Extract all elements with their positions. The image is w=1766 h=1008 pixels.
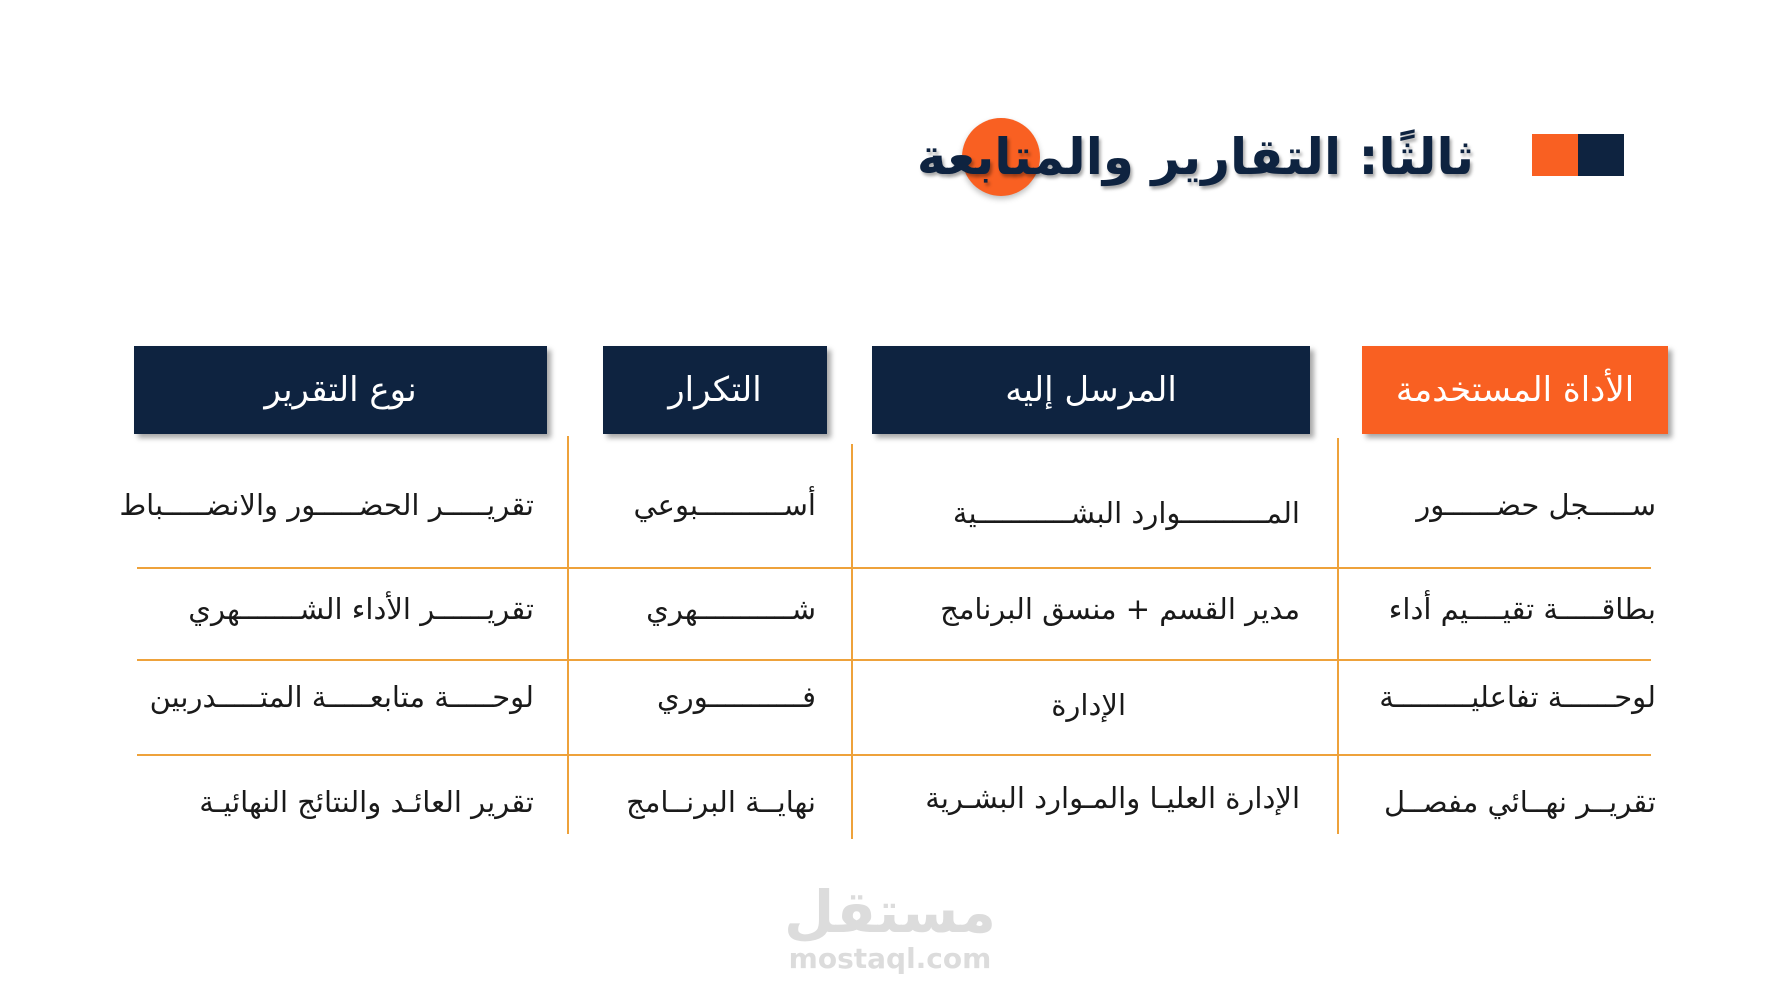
row-divider bbox=[137, 567, 1651, 569]
table-cell-tool: ســـــجل حضــــــور bbox=[1416, 488, 1656, 522]
table-cell-report-type: تقريـــــر الحضـــــور والانضـــــباط bbox=[119, 488, 534, 522]
header-tool bbox=[1362, 346, 1668, 434]
header-report-type-label: نوع التقرير bbox=[264, 370, 417, 410]
header-report-type bbox=[134, 346, 547, 434]
watermark-latin: mostaql.com bbox=[788, 942, 992, 975]
table-cell-frequency: أســــــــــبوعي bbox=[633, 488, 816, 522]
table-cell-frequency: نهايــة البرنــامج bbox=[626, 785, 816, 819]
row-divider bbox=[137, 754, 1651, 756]
row-divider bbox=[137, 659, 1651, 661]
table-cell-recipient: مدير القسم + منسق البرنامج bbox=[940, 592, 1300, 626]
table-cell-tool: لوحــــــة تفاعليـــــــــة bbox=[1379, 680, 1656, 714]
table-cell-report-type: تقرير العائـد والنتائج النهائيـة bbox=[199, 785, 534, 819]
table-cell-recipient: الإدارة العليـا والمـوارد البشـرية bbox=[925, 781, 1300, 815]
decor-square-navy bbox=[1578, 134, 1624, 176]
header-tool-label: الأداة المستخدمة bbox=[1395, 370, 1635, 410]
column-divider bbox=[1337, 438, 1339, 834]
column-divider bbox=[851, 444, 853, 839]
header-frequency-label: التكرار bbox=[668, 370, 762, 410]
table-cell-tool: تقريــر نهــائي مفصــل bbox=[1383, 785, 1656, 819]
table-cell-frequency: شـــــــــــهري bbox=[646, 592, 816, 626]
watermark-logo bbox=[770, 880, 1010, 974]
header-frequency bbox=[603, 346, 827, 434]
page-title: ثالثًا: التقارير والمتابعة bbox=[916, 128, 1474, 186]
table-cell-recipient: الإدارة bbox=[1051, 688, 1126, 722]
table-cell-recipient: المــــــــــوارد البشـــــــــــية bbox=[952, 496, 1300, 530]
table-cell-report-type: تقريــــــر الأداء الشـــــــهري bbox=[188, 592, 534, 626]
column-divider bbox=[567, 436, 569, 834]
header-recipient bbox=[872, 346, 1310, 434]
table-cell-frequency: فـــــــــــوري bbox=[656, 680, 816, 714]
table-cell-report-type: لوحـــــة متابعـــــة المتـــــدربين bbox=[149, 680, 534, 714]
watermark-arabic: مستقل bbox=[783, 878, 997, 946]
table-cell-tool: بطاقـــــة تقيــــيم أداء bbox=[1388, 592, 1656, 626]
decor-square-orange bbox=[1532, 134, 1578, 176]
header-recipient-label: المرسل إليه bbox=[1005, 370, 1177, 410]
